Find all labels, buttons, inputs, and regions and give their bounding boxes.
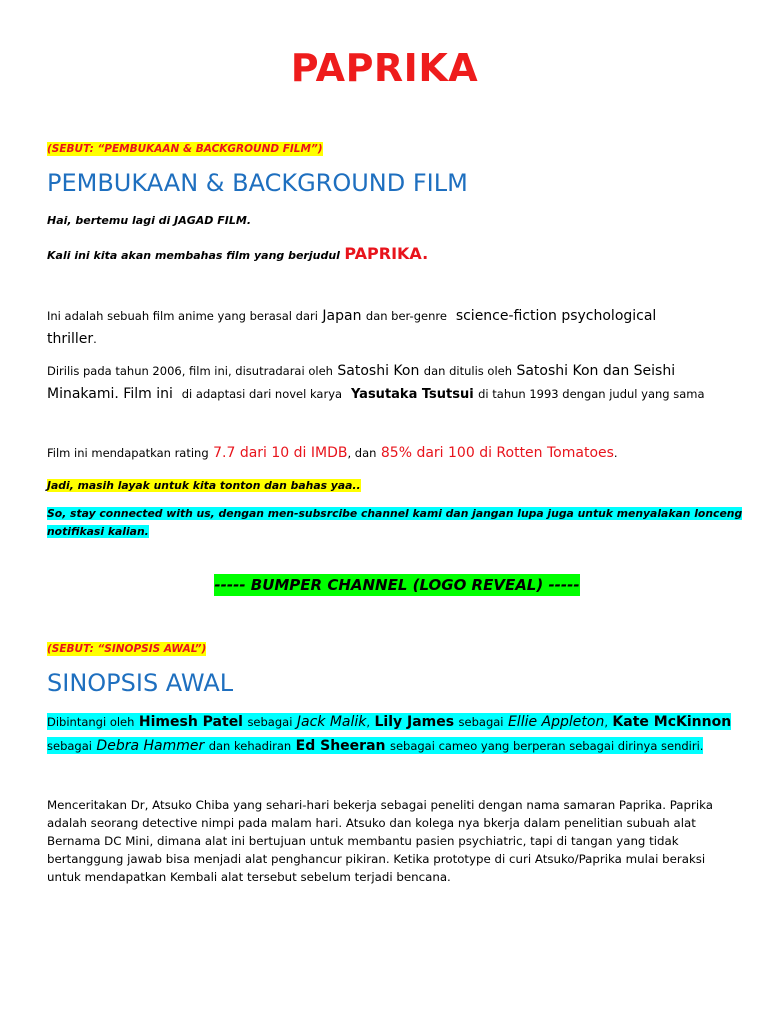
genre-value-cont: thriller bbox=[47, 331, 94, 347]
credits-text-5: di tahun 1993 dengan judul yang sama bbox=[478, 387, 705, 401]
genre-text-1: Ini adalah sebuah film anime yang berasal dari bbox=[47, 309, 318, 323]
credits-text-1: Dirilis pada tahun 2006, film ini, disutradarai oleh bbox=[47, 364, 333, 378]
intro-line bbox=[47, 244, 428, 264]
highlight-text-1: Jadi, masih layak untuk kita tonton dan bahas yaa.. bbox=[47, 479, 361, 492]
novel-author: Yasutaka Tsutsui bbox=[350, 387, 474, 402]
say-note-2: (SEBUT: “SINOPSIS AWAL”) bbox=[47, 643, 207, 655]
cast-role-1: Jack Malik bbox=[296, 714, 367, 730]
section-note bbox=[47, 139, 323, 157]
highlight-line-1 bbox=[47, 476, 361, 494]
cast-text-5: dan kehadiran bbox=[208, 739, 292, 753]
cast-comma-2: , bbox=[604, 715, 608, 729]
rating-text-2: , dan bbox=[347, 446, 377, 460]
cast-actor-2: Lily James bbox=[374, 714, 455, 730]
cast-actor-4: Ed Sheeran bbox=[295, 738, 386, 754]
bumper-line bbox=[47, 576, 747, 595]
credits-text-3: Film ini bbox=[123, 386, 173, 402]
document-title: PAPRIKA bbox=[290, 46, 479, 90]
rating-period: . bbox=[613, 446, 618, 460]
credits-text-4: di adaptasi dari novel karya bbox=[181, 387, 343, 401]
cast-text-4: sebagai bbox=[47, 739, 92, 753]
cast-text-2: sebagai bbox=[247, 715, 293, 729]
genre-text-2: dan ber-genre bbox=[365, 309, 447, 323]
director-name: Satoshi Kon bbox=[337, 363, 420, 379]
section-note-2 bbox=[47, 639, 206, 657]
cast-text-6: sebagai cameo yang berperan sebagai dirinya sendiri. bbox=[389, 739, 704, 753]
say-note: (SEBUT: “PEMBUKAAN & BACKGROUND FILM”) bbox=[47, 143, 323, 155]
cast-actor-3: Kate McKinnon bbox=[612, 714, 732, 730]
rating-text-1: Film ini mendapatkan rating bbox=[47, 446, 209, 460]
rating-imdb: 7.7 dari 10 di IMDB bbox=[213, 445, 348, 461]
cast-role-2: Ellie Appleton bbox=[507, 714, 605, 730]
credits-line bbox=[47, 362, 675, 380]
highlight-text-2: So, stay connected with us, dengan men-subsrcibe channel kami dan jangan lupa juga untuk menyalakan lonceng bbox=[47, 507, 743, 520]
genre-line-2 bbox=[47, 330, 97, 348]
rating-rotten-tomatoes: 85% dari 100 di Rotten Tomatoes bbox=[380, 445, 614, 461]
credits-text-2: dan ditulis oleh bbox=[423, 364, 513, 378]
cast-text-1: Dibintangi oleh bbox=[47, 715, 135, 729]
genre-line bbox=[47, 307, 656, 325]
intro-text: Kali ini kita akan membahas film yang berjudul bbox=[47, 249, 340, 262]
section-heading-2: SINOPSIS AWAL bbox=[47, 669, 234, 697]
genre-period: . bbox=[93, 332, 97, 346]
intro-film-title: PAPRIKA. bbox=[344, 244, 429, 263]
rating-line bbox=[47, 444, 618, 462]
highlight-line-3 bbox=[47, 522, 149, 540]
section-heading: PEMBUKAAN & BACKGROUND FILM bbox=[47, 169, 468, 197]
bumper-text: ----- BUMPER CHANNEL (LOGO REVEAL) ----- bbox=[214, 576, 580, 594]
cast-role-3: Debra Hammer bbox=[96, 738, 205, 754]
writer-names-cont: Minakami. bbox=[47, 386, 119, 402]
cast-comma-1: , bbox=[366, 715, 371, 729]
cast-line-2 bbox=[47, 737, 703, 755]
greeting-line: Hai, bertemu lagi di JAGAD FILM. bbox=[47, 214, 251, 227]
highlight-text-3: notifikasi kalian. bbox=[47, 525, 149, 538]
cast-line-1 bbox=[47, 713, 731, 731]
cast-actor-1: Himesh Patel bbox=[138, 714, 243, 730]
cast-text-3: sebagai bbox=[458, 715, 504, 729]
synopsis-paragraph: Menceritakan Dr, Atsuko Chiba yang sehari-hari bekerja sebagai peneliti dengan nama samaran Paprika. Paprika adalah seorang detective nimpi pada malam hari. Atsuko dan kolega nya bkerja dalam penelitian subuah alat Bernama DC Mini, dimana alat ini bertujuan untuk membantu pasien psychiatric, tapi di tangan yang tidak bertanggung jawab bisa menjadi alat penghancur pikiran. Ketika prototype di curi Atsuko/Paprika mulai beraksi untuk mendapatkan Kembali alat tersebut sebelum terjadi bencana. bbox=[47, 798, 713, 884]
highlight-line-2 bbox=[47, 504, 742, 522]
credits-line-2 bbox=[47, 385, 705, 403]
writer-names: Satoshi Kon dan Seishi bbox=[516, 363, 676, 379]
genre-country: Japan bbox=[322, 308, 362, 324]
genre-value: science-fiction psychological bbox=[455, 308, 657, 324]
